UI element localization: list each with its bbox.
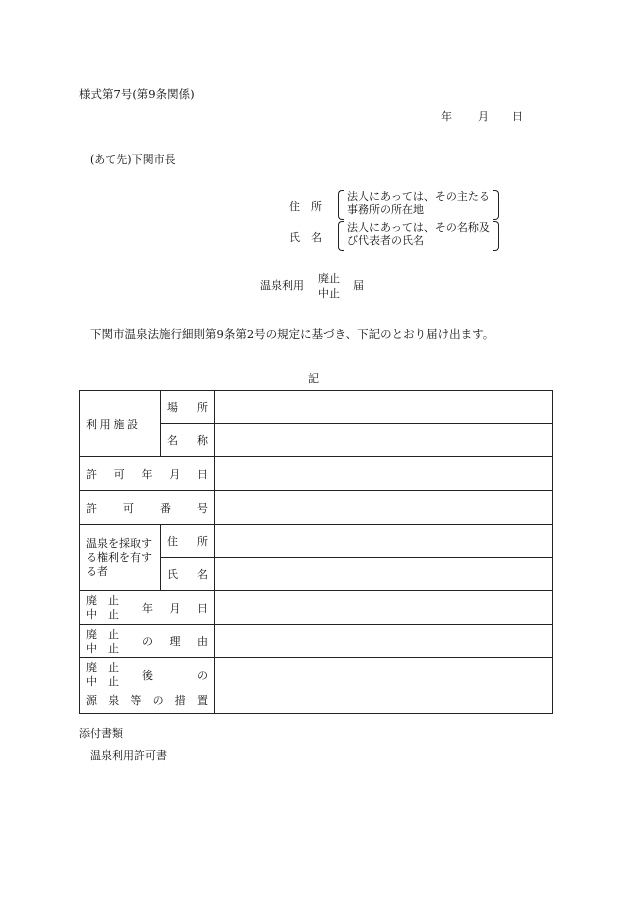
facility-label: 利 用 施 設 <box>80 391 161 457</box>
title-option-abolish: 廃止 <box>318 272 340 285</box>
rights-holder-label: 温泉を採取す る権利を有す る者 <box>80 525 161 591</box>
table-row <box>80 457 553 491</box>
table-row <box>80 391 553 424</box>
stop-date-value[interactable] <box>215 591 553 625</box>
permit-number-value[interactable] <box>215 491 553 525</box>
date-month: 月 <box>478 110 489 123</box>
permit-date-label: 許 可 年 月 日 <box>80 457 215 491</box>
form-number: 様式第7号(第9条関係) <box>79 87 195 101</box>
location-value[interactable] <box>215 391 553 424</box>
location-label: 場 所 <box>161 391 215 424</box>
holder-address-value[interactable] <box>215 525 553 558</box>
address-label: 住 所 <box>289 200 322 213</box>
stop-reason-label: 廃 止 中 止 の 理 由 <box>80 625 215 658</box>
statement: 下関市温泉法施行細則第9条第2号の規定に基づき、下記のとおり届け出ます。 <box>90 327 495 341</box>
stop-date-label: 廃 止 中 止 年 月 日 <box>80 591 215 625</box>
name-label-cell: 名 称 <box>161 424 215 457</box>
date-day: 日 <box>512 110 523 123</box>
notification-table <box>79 390 553 714</box>
source-measures-value[interactable] <box>215 658 553 714</box>
title-prefix: 温泉利用 <box>260 279 304 292</box>
holder-name-value[interactable] <box>215 558 553 591</box>
table-row <box>80 591 553 625</box>
title-suffix: 届 <box>353 279 364 292</box>
addressee: (あて先)下関市長 <box>90 153 176 166</box>
permit-number-label: 許 可 番 号 <box>80 491 215 525</box>
table-row <box>80 625 553 658</box>
date-year: 年 <box>441 110 452 123</box>
holder-name-label: 氏 名 <box>161 558 215 591</box>
name-label: 氏 名 <box>289 231 322 244</box>
permit-date-value[interactable] <box>215 457 553 491</box>
name-value[interactable] <box>215 424 553 457</box>
address-note: 法人にあっては、その主たる 事務所の所在地 <box>338 190 499 218</box>
ki-heading: 記 <box>308 372 319 385</box>
title-option-suspend: 中止 <box>318 287 340 300</box>
stop-reason-value[interactable] <box>215 625 553 658</box>
attachments-heading: 添付書類 <box>79 727 123 740</box>
table-row <box>80 658 553 714</box>
attachment-item: 温泉利用許可書 <box>90 749 167 762</box>
table-row <box>80 525 553 558</box>
source-measures-label: 廃 止 中 止 後 の 源 泉 等 の 措 置 <box>80 658 215 714</box>
holder-address-label: 住 所 <box>161 525 215 558</box>
table-row <box>80 491 553 525</box>
name-note: 法人にあっては、その名称及 び代表者の氏名 <box>338 221 499 249</box>
